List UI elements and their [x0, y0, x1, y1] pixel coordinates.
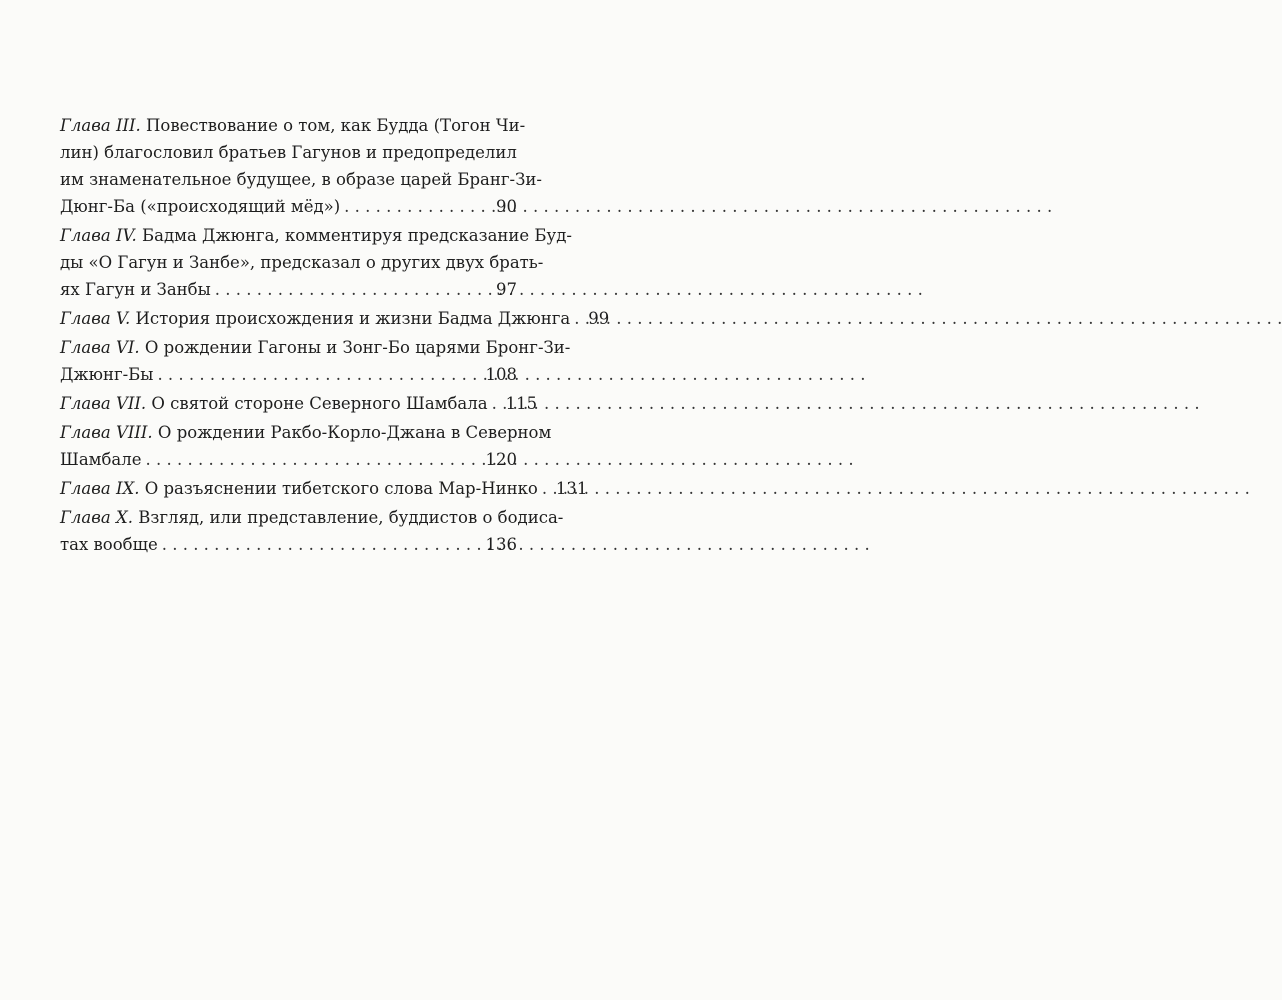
- toc-line: [60, 249, 544, 276]
- page-number: 108: [485, 365, 517, 384]
- toc-line: [60, 139, 517, 166]
- chapter-title-line: ях Гагун и Занбы: [60, 280, 211, 299]
- chapter-title-line: Дюнг-Ба («происходящий мёд»): [60, 197, 341, 216]
- chapter-title-line: Повествование о том, как Будда (Тогон Чи-: [146, 116, 526, 135]
- toc-line: [60, 276, 517, 303]
- toc-line: [60, 305, 610, 332]
- chapter-label: Глава VII.: [60, 394, 147, 413]
- chapter-title-line: О святой стороне Северного Шамбала: [151, 394, 488, 413]
- toc-entry-chapter-5: [60, 305, 610, 332]
- chapter-title-line: О разъяснении тибетского слова Мар-Нинко: [144, 479, 538, 498]
- chapter-title-line: Шамбале: [60, 450, 142, 469]
- toc-line: [60, 419, 552, 446]
- chapter-label: Глава IX.: [60, 479, 140, 498]
- chapter-title-line: История происхождения и жизни Бадма Джюнга: [135, 309, 571, 328]
- chapter-label: Глава X.: [60, 508, 133, 527]
- page-number: 99: [588, 309, 610, 328]
- toc-entry-chapter-6: [60, 334, 571, 388]
- page-number: 136: [485, 535, 517, 554]
- toc-line: [60, 446, 517, 473]
- toc-entry-chapter-10: [60, 504, 564, 558]
- chapter-title-line: тах вообще: [60, 535, 158, 554]
- dot-leader: [215, 276, 492, 303]
- chapter-title-line: Джюнг-Бы: [60, 365, 154, 384]
- toc-entry-chapter-4: [60, 222, 572, 303]
- page-number: 115: [505, 394, 538, 413]
- page-number: 131: [555, 479, 588, 498]
- dot-leader: [542, 475, 552, 502]
- toc-line: [60, 504, 564, 531]
- toc-line: [60, 166, 542, 193]
- chapter-title-line: ды «О Гагун и Занбе», предсказал о других двух брать-: [60, 253, 544, 272]
- toc-line: [60, 361, 517, 388]
- toc-entry-chapter-7: [60, 390, 538, 417]
- dot-leader: [492, 390, 502, 417]
- toc-line: [60, 334, 571, 361]
- dot-leader: [146, 446, 482, 473]
- chapter-title-line: О рождении Ракбо-Корло-Джана в Северном: [157, 423, 552, 442]
- chapter-title-line: им знаменательное будущее, в образе царей Бранг-Зи-: [60, 170, 542, 189]
- chapter-title-line: лин) благословил братьев Гагунов и предопределил: [60, 143, 517, 162]
- toc-line: [60, 390, 538, 417]
- toc-entry-chapter-8: [60, 419, 552, 473]
- toc-line: [60, 475, 588, 502]
- chapter-label: Глава V.: [60, 309, 131, 328]
- dot-leader: [162, 531, 482, 558]
- chapter-title-line: Бадма Джюнга, комментируя предсказание Буд-: [142, 226, 572, 245]
- toc-line: [60, 193, 517, 220]
- chapter-label: Глава VI.: [60, 338, 140, 357]
- page-number: 90: [496, 197, 517, 216]
- toc-line: [60, 531, 517, 558]
- page-number: 120: [485, 450, 517, 469]
- chapter-label: Глава VIII.: [60, 423, 153, 442]
- table-of-contents: [60, 112, 610, 560]
- chapter-label: Глава III.: [60, 116, 141, 135]
- toc-line: [60, 112, 526, 139]
- page-number: 97: [496, 280, 517, 299]
- dot-leader: [157, 361, 481, 388]
- toc-line: [60, 222, 572, 249]
- toc-entry-chapter-3: [60, 112, 542, 220]
- chapter-title-line: О рождении Гагоны и Зонг-Бо царями Бронг-Зи-: [144, 338, 571, 357]
- chapter-label: Глава IV.: [60, 226, 137, 245]
- dot-leader: [344, 193, 492, 220]
- toc-entry-chapter-9: [60, 475, 588, 502]
- chapter-title-line: Взгляд, или представление, буддистов о бодиса-: [138, 508, 564, 527]
- dot-leader: [574, 305, 584, 332]
